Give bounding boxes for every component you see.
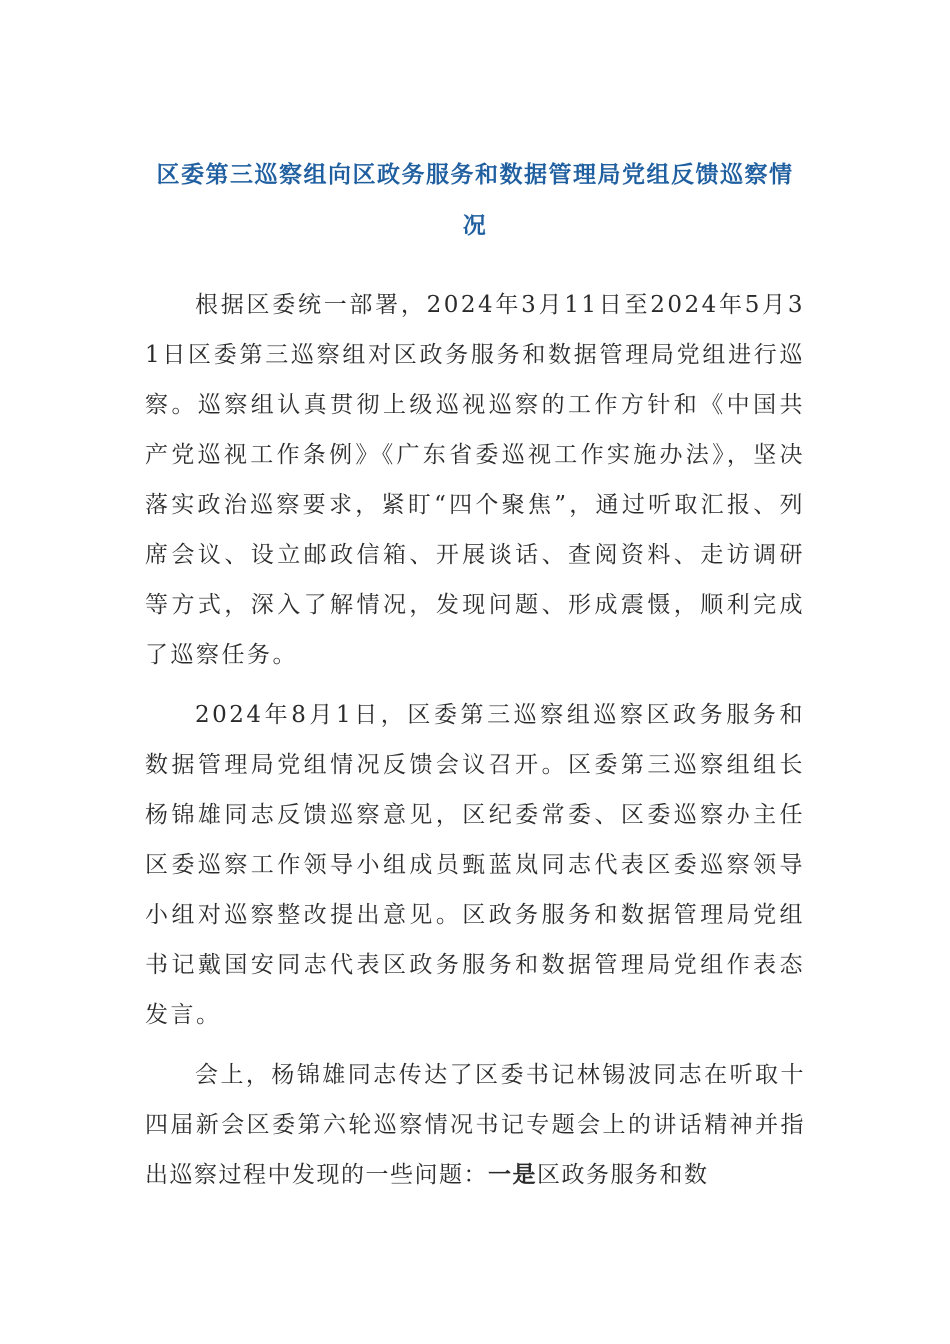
- paragraph-inspection-overview: 根据区委统一部署，2024年3月11日至2024年5月31日区委第三巡察组对区政务服务和数据管理局党组进行巡察。巡察组认真贯彻上级巡视巡察的工作方针和《中国共产党巡视工作条例》《广东省委巡视工作实施办法》，坚决落实政治巡察要求，紧盯“四个聚焦”，通过听取汇报、列席会议、设立邮政信箱、开展谈话、查阅资料、走访调研等方式，深入了解情况，发现问题、形成震慑，顺利完成了巡察任务。: [145, 292, 805, 668]
- document-title: 区委第三巡察组向区政务服务和数据管理局党组反馈巡察情况: [156, 162, 794, 239]
- paragraph-meeting-remarks: [145, 1050, 805, 1200]
- emphasis-text: 一是: [488, 1162, 537, 1188]
- remarks-tail-text: 区政务服务和数: [537, 1162, 709, 1188]
- paragraph-feedback-meeting: 2024年8月1日，区委第三巡察组巡察区政务服务和数据管理局党组情况反馈会议召开。区委第三巡察组组长杨锦雄同志反馈巡察意见，区纪委常委、区委巡察办主任区委巡察工作领导小组成员甄蓝岚同志代表区委巡察领导小组对巡察整改提出意见。区政务服务和数据管理局党组书记戴国安同志代表区政务服务和数据管理局党组作表态发言。: [145, 702, 805, 1028]
- document-body: [145, 280, 805, 1210]
- remarks-lead-text: 会上，杨锦雄同志传达了区委书记林锡波同志在听取十四届新会区委第六轮巡察情况书记专题会上的讲话精神并指出巡察过程中发现的一些问题：: [145, 1062, 805, 1188]
